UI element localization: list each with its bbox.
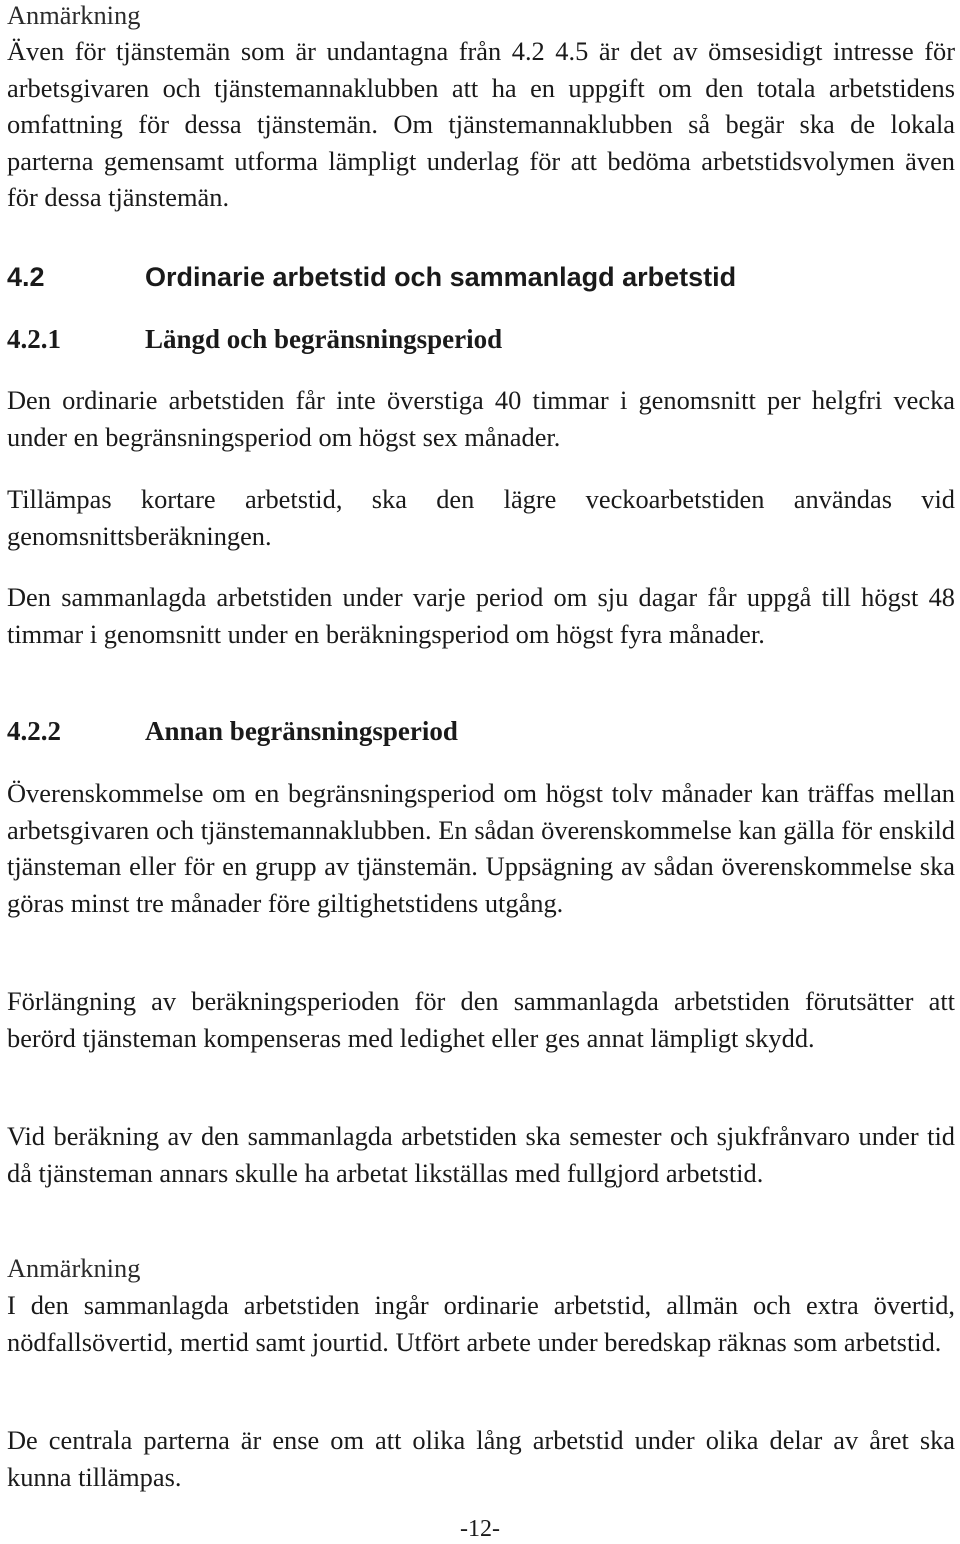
section-number: 4.2.1 xyxy=(7,324,61,354)
note-label: Anmärkning xyxy=(7,1253,141,1283)
paragraph: Vid beräkning av den sammanlagda arbetstiden ska semester och sjukfrånvaro under tid då tjänsteman annars skulle ha arbetat likställas med fullgjord arbetstid. xyxy=(7,1121,955,1188)
paragraph: Den sammanlagda arbetstiden under varje period om sju dagar får uppgå till högst 48 timmar i genomsnitt under en beräkningsperiod om högst fyra månader. xyxy=(7,582,955,649)
section-heading-4-2-2 xyxy=(7,714,458,748)
section-heading-4-2 xyxy=(7,260,736,294)
section-number: 4.2.2 xyxy=(7,716,61,746)
paragraph: I den sammanlagda arbetstiden ingår ordinarie arbetstid, allmän och extra övertid, nödfallsövertid, mertid samt jourtid. Utfört arbete under beredskap räknas som arbetstid. xyxy=(7,1290,955,1357)
paragraph: Överenskommelse om en begränsningsperiod om högst tolv månader kan träffas mellan arbetsgivaren och tjänstemannaklubben. En sådan överenskommelse kan gälla för enskild tjänsteman eller för en grupp av tjänstemän. Uppsägning av sådan överenskommelse ska göras minst tre månader före giltighetstidens utgång. xyxy=(7,778,955,918)
paragraph: Tillämpas kortare arbetstid, ska den lägre veckoarbetstiden användas vid genomsnittsberäkningen. xyxy=(7,484,955,551)
section-title: Längd och begränsningsperiod xyxy=(145,324,503,354)
note-label: Anmärkning xyxy=(7,0,141,30)
paragraph: Den ordinarie arbetstiden får inte överstiga 40 timmar i genomsnitt per helgfri vecka under en begränsningsperiod om högst sex månader. xyxy=(7,385,955,452)
page-number: -12- xyxy=(460,1516,500,1542)
intro-paragraph: Även för tjänstemän som är undantagna från 4.2 4.5 är det av ömsesidigt intresse för arbetsgivaren och tjänstemannaklubben att ha en uppgift om den totala arbetstidens omfattning för dessa tjänstemän. Om tjänstemannaklubben så begär ska de lokala parterna gemensamt utforma lämpligt underlag för att bedöma arbetstidsvolymen även för dessa tjänstemän. xyxy=(7,36,955,212)
section-title: Annan begränsningsperiod xyxy=(145,716,458,746)
section-title: Ordinarie arbetstid och sammanlagd arbetstid xyxy=(145,262,737,292)
paragraph: De centrala parterna är ense om att olika lång arbetstid under olika delar av året ska kunna tillämpas. xyxy=(7,1425,955,1492)
section-heading-4-2-1 xyxy=(7,322,502,356)
paragraph: Förlängning av beräkningsperioden för den sammanlagda arbetstiden förutsätter att berörd tjänsteman kompenseras med ledighet eller ges annat lämpligt skydd. xyxy=(7,986,955,1053)
section-number: 4.2 xyxy=(7,262,45,292)
